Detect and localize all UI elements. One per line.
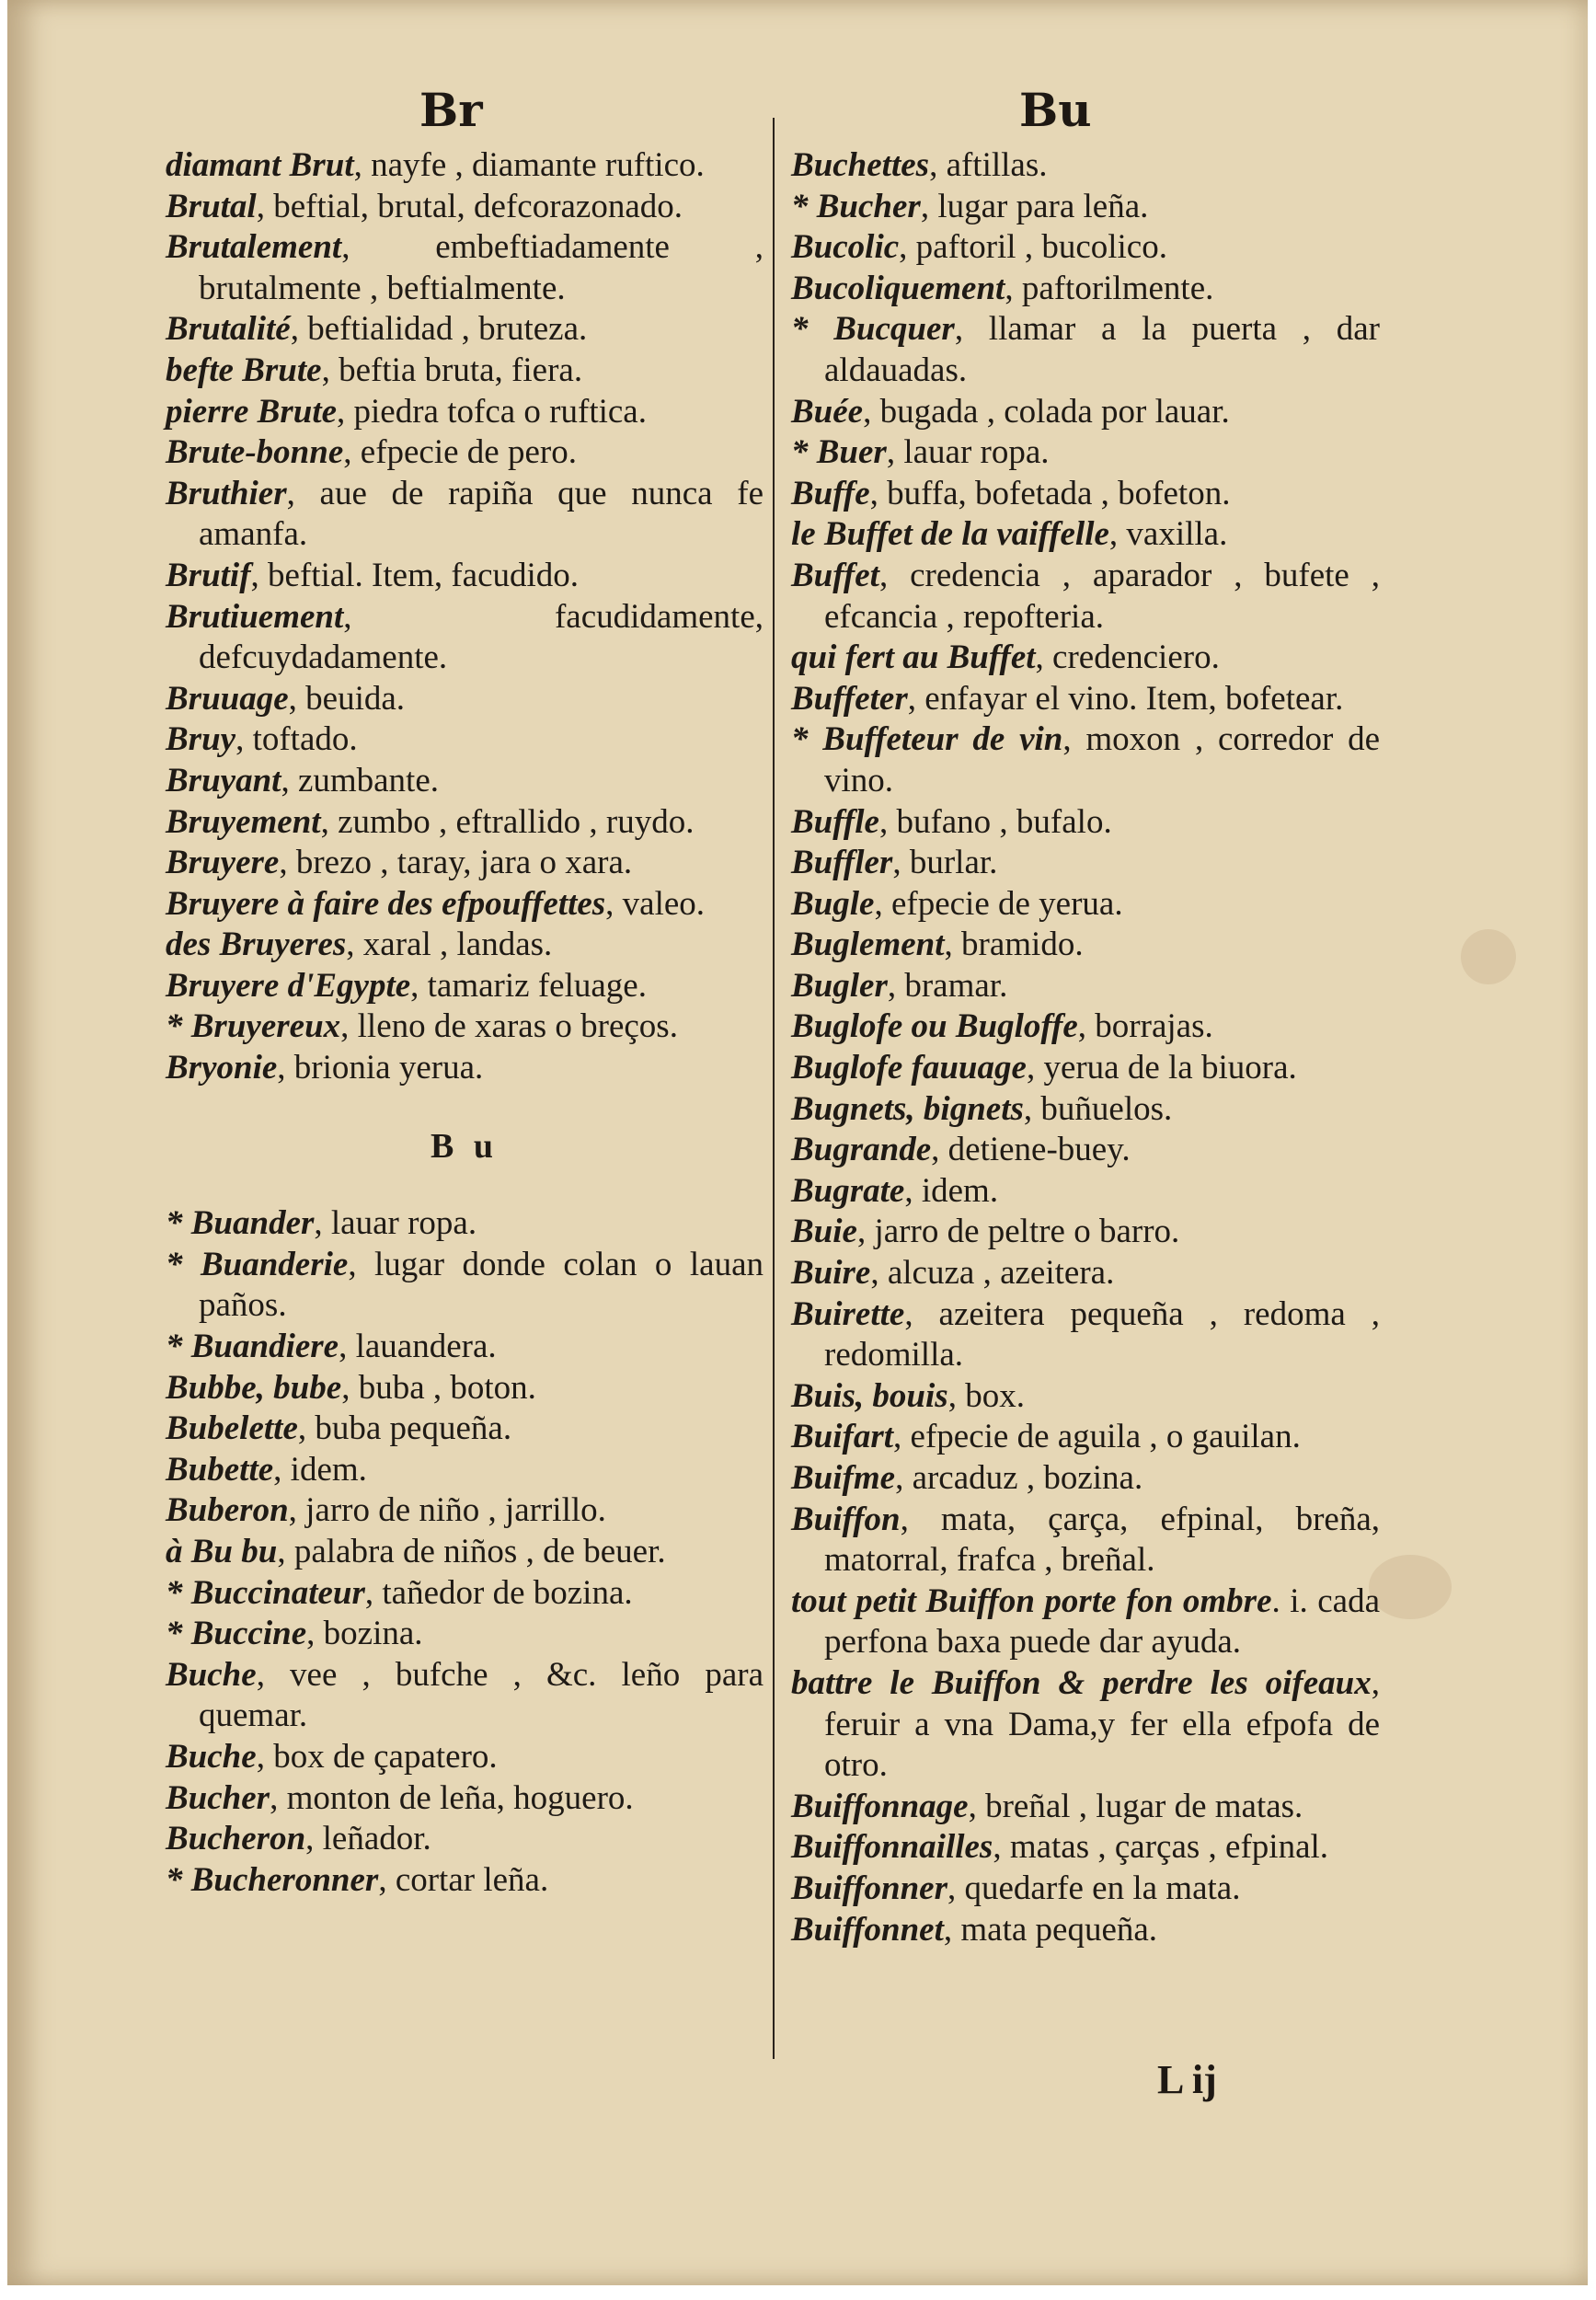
- entry-definition: , embeftiadamente , brutalmente , beftialmente.: [199, 228, 764, 307]
- book-page: [7, 0, 1588, 2285]
- entry-definition: , azeitera pequeña , redoma , redomilla.: [824, 1294, 1380, 1374]
- entry-headword: Bruyere: [166, 844, 280, 882]
- dictionary-entry: [791, 1458, 1380, 1500]
- entry-headword: Buée: [791, 392, 864, 431]
- dictionary-entry: [166, 1490, 764, 1532]
- dictionary-entry: [791, 1787, 1380, 1828]
- entry-definition: , beuida.: [288, 679, 406, 718]
- entry-headword: * Bucquer: [791, 310, 955, 349]
- entry-headword: battre le Buiffon & perdre les oifeaux: [791, 1663, 1372, 1702]
- entry-headword: pierre Brute: [166, 392, 338, 431]
- entry-definition: , credenciero.: [1035, 638, 1220, 677]
- entry-headword: * Buccinateur: [166, 1573, 365, 1612]
- entry-headword: Buie: [791, 1213, 857, 1251]
- entry-definition: , paftoril , bucolico.: [899, 228, 1167, 267]
- dictionary-entry: [166, 1203, 764, 1245]
- dictionary-entry: [166, 145, 764, 187]
- dictionary-entry: [166, 227, 764, 309]
- entry-headword: * Buanderie: [166, 1245, 349, 1283]
- left-entries: [166, 145, 764, 1089]
- entry-definition: , valeo.: [605, 884, 706, 923]
- dictionary-entry: [791, 1212, 1380, 1253]
- entry-definition: , beftia bruta, fiera.: [321, 351, 583, 389]
- paper-stain: [1369, 1555, 1452, 1619]
- left-column: [166, 145, 764, 1901]
- entry-definition: , mata, çarça, efpinal, breña, matorral, frafca , breñal.: [824, 1500, 1380, 1580]
- dictionary-entry: [166, 802, 764, 844]
- entry-definition: , lauar ropa.: [886, 433, 1050, 472]
- dictionary-entry: [166, 1006, 764, 1048]
- entry-headword: Bugrate: [791, 1171, 905, 1210]
- entry-definition: , tamariz feluage.: [410, 966, 647, 1005]
- dictionary-entry: [791, 1910, 1380, 1951]
- entry-headword: Bruyere à faire des efpouffettes: [166, 884, 606, 923]
- entry-headword: Buiffonner: [791, 1869, 947, 1907]
- entry-definition: , bramar.: [887, 966, 1008, 1005]
- dictionary-entry: [166, 719, 764, 761]
- entry-headword: Bucheron: [166, 1820, 306, 1858]
- entry-definition: , aue de rapiña que nunca fe amanfa.: [199, 474, 764, 554]
- dictionary-entry: [791, 556, 1380, 638]
- dictionary-entry: [166, 1819, 764, 1860]
- entry-headword: Buirette: [791, 1294, 905, 1333]
- entry-headword: Bucher: [166, 1778, 270, 1817]
- entry-definition: , cortar leña.: [378, 1860, 549, 1899]
- dictionary-entry: [791, 1581, 1380, 1663]
- dictionary-entry: [166, 1048, 764, 1089]
- entry-definition: , bramido.: [944, 926, 1084, 964]
- dictionary-entry: [791, 966, 1380, 1007]
- entry-headword: * Buandiere: [166, 1328, 339, 1366]
- entry-definition: , bugada , colada por lauar.: [863, 392, 1230, 431]
- right-column: [791, 145, 1380, 1950]
- column-rule: [773, 118, 775, 2059]
- entry-definition: , zumbo , eftrallido , ruydo.: [320, 802, 695, 841]
- dictionary-entry: [791, 227, 1380, 269]
- entry-headword: qui fert au Buffet: [791, 638, 1036, 677]
- dictionary-entry: [166, 556, 764, 597]
- dictionary-entry: [791, 1500, 1380, 1581]
- dictionary-entry: [791, 1006, 1380, 1048]
- dictionary-entry: [791, 802, 1380, 844]
- entry-headword: Buffeter: [791, 679, 908, 718]
- entry-headword: Buiffonnailles: [791, 1828, 993, 1867]
- entry-headword: à Bu bu: [166, 1533, 278, 1570]
- dictionary-entry: [166, 1450, 764, 1491]
- entry-definition: , mata pequeña.: [943, 1910, 1158, 1949]
- entry-headword: Buiffonnage: [791, 1787, 969, 1825]
- entry-definition: , nayfe , diamante ruftico.: [353, 146, 705, 184]
- entry-headword: Buche: [166, 1737, 257, 1776]
- dictionary-entry: [166, 597, 764, 679]
- entry-definition: , breñal , lugar de matas.: [968, 1787, 1303, 1825]
- entry-definition: , palabra de niños , de beuer.: [277, 1533, 666, 1570]
- entry-headword: Bruy: [166, 720, 236, 759]
- right-entries: [791, 145, 1380, 1950]
- dictionary-entry: [791, 1376, 1380, 1418]
- entry-headword: Buchettes: [791, 146, 930, 184]
- dictionary-entry: [166, 1614, 764, 1655]
- entry-definition: , bufano , bufalo.: [878, 802, 1112, 841]
- dictionary-entry: [791, 1253, 1380, 1294]
- entry-headword: Buffe: [791, 474, 870, 512]
- dictionary-entry: [791, 432, 1380, 474]
- entry-headword: Buiffon: [791, 1500, 901, 1538]
- dictionary-entry: [791, 187, 1380, 228]
- entry-headword: * Bucher: [791, 187, 921, 225]
- entry-headword: Brutif: [166, 556, 251, 594]
- dictionary-entry: [791, 1827, 1380, 1869]
- entry-definition: , alcuza , azeitera.: [870, 1254, 1115, 1293]
- dictionary-entry: [166, 1532, 764, 1573]
- dictionary-entry: [791, 843, 1380, 884]
- entry-headword: Buffet: [791, 556, 879, 594]
- entry-definition: , feruir a vna Dama,y fer ella efpofa de otro.: [824, 1663, 1380, 1785]
- dictionary-entry: [791, 679, 1380, 720]
- entry-headword: * Buander: [166, 1204, 315, 1243]
- dictionary-entry: [166, 1245, 764, 1327]
- entry-headword: Bruthier: [166, 474, 287, 512]
- dictionary-entry: [791, 145, 1380, 187]
- entry-headword: Brutalement: [166, 228, 342, 267]
- entry-definition: , tañedor de bozina.: [364, 1573, 633, 1612]
- dictionary-entry: [791, 638, 1380, 679]
- entry-headword: Buche: [166, 1655, 257, 1694]
- entry-definition: , vee , bufche , &c. leño para quemar.: [199, 1655, 764, 1735]
- entry-definition: , lugar para leña.: [920, 187, 1149, 225]
- entry-definition: , efpecie de aguila , o gauilan.: [893, 1418, 1301, 1456]
- running-head-right: Bu: [1019, 83, 1092, 137]
- entry-definition: , matas , çarças , efpinal.: [993, 1828, 1329, 1867]
- entry-headword: Brutiuement: [166, 597, 344, 636]
- entry-definition: , piedra tofca o ruftica.: [337, 392, 647, 431]
- dictionary-entry: [166, 1778, 764, 1820]
- dictionary-entry: [166, 187, 764, 228]
- entry-headword: Buffle: [791, 802, 879, 841]
- entry-definition: , aftillas.: [929, 146, 1048, 184]
- dictionary-entry: [791, 1663, 1380, 1787]
- entry-definition: , efpecie de yerua.: [874, 884, 1123, 923]
- dictionary-entry: [791, 1089, 1380, 1131]
- dictionary-entry: [166, 1737, 764, 1778]
- entry-definition: , toftado.: [235, 720, 358, 759]
- entry-definition: , vaxilla.: [1108, 515, 1228, 554]
- dictionary-entry: [166, 843, 764, 884]
- entry-headword: Bruyant: [166, 761, 281, 799]
- entry-definition: , enfayar el vino. Item, bofetear.: [907, 679, 1344, 718]
- entry-headword: Bucolic: [791, 228, 900, 267]
- dictionary-entry: [166, 1655, 764, 1737]
- entry-headword: le Buffet de la vaiffelle: [791, 515, 1109, 554]
- entry-definition: , credencia , aparador , bufete , efcancia , repofteria.: [824, 556, 1380, 636]
- entry-definition: . i. cada perfona baxa puede dar ayuda.: [824, 1581, 1381, 1662]
- entry-definition: , buñuelos.: [1023, 1089, 1173, 1128]
- dictionary-entry: [166, 432, 764, 474]
- entry-definition: , moxon , corredor de vino.: [824, 720, 1380, 799]
- dictionary-entry: [791, 1130, 1380, 1171]
- entry-definition: , zumbante.: [281, 761, 440, 799]
- entry-definition: , paftorilmente.: [1005, 269, 1214, 307]
- entry-headword: * Buffeteur de vin: [791, 720, 1063, 759]
- entry-definition: , facudidamente, defcuydadamente.: [199, 597, 764, 677]
- signature-mark: L ij: [1157, 2057, 1217, 2102]
- entry-definition: , brionia yerua.: [277, 1049, 484, 1087]
- entry-definition: , beftial. Item, facudido.: [250, 556, 580, 594]
- dictionary-entry: [166, 474, 764, 556]
- entry-headword: Buifart: [791, 1418, 894, 1456]
- dictionary-entry: [166, 1327, 764, 1368]
- entry-headword: * Bucheronner: [166, 1860, 379, 1899]
- dictionary-entry: [166, 392, 764, 433]
- entry-headword: Buis, bouis: [791, 1376, 948, 1415]
- entry-definition: , arcaduz , bozina.: [895, 1459, 1143, 1497]
- entry-headword: tout petit Buiffon porte fon ombre: [791, 1581, 1272, 1620]
- entry-headword: * Buer: [791, 433, 887, 472]
- dictionary-entry: [791, 474, 1380, 515]
- entry-headword: Buffler: [791, 844, 893, 882]
- entry-headword: Buglofe ou Bugloffe: [791, 1007, 1078, 1046]
- entry-headword: Buglofe fauuage: [791, 1049, 1027, 1087]
- dictionary-entry: [166, 1368, 764, 1409]
- dictionary-entry: [791, 514, 1380, 556]
- entry-definition: , jarro de niño , jarrillo.: [288, 1491, 606, 1530]
- entry-headword: * Bruyereux: [166, 1007, 341, 1046]
- entry-definition: , buba , boton.: [341, 1368, 536, 1407]
- entry-headword: Buglement: [791, 926, 945, 964]
- entry-definition: , detiene-buey.: [931, 1131, 1131, 1169]
- entry-headword: Bubbe, bube: [166, 1368, 342, 1407]
- entry-definition: , idem.: [273, 1450, 367, 1489]
- entry-headword: Bruyement: [166, 802, 321, 841]
- entry-headword: Bubelette: [166, 1409, 298, 1448]
- entry-headword: * Buccine: [166, 1615, 307, 1653]
- dictionary-entry: [166, 884, 764, 926]
- entry-headword: Bugle: [791, 884, 875, 923]
- dictionary-entry: [166, 1573, 764, 1615]
- dictionary-entry: [791, 884, 1380, 926]
- left-entries-bu: [166, 1203, 764, 1901]
- entry-definition: , lleno de xaras o breços.: [340, 1007, 678, 1046]
- dictionary-entry: [166, 925, 764, 966]
- entry-definition: , lauar ropa.: [314, 1204, 477, 1243]
- entry-headword: Bruuage: [166, 679, 289, 718]
- running-head-left: Br: [419, 83, 483, 137]
- entry-definition: , jarro de peltre o barro.: [856, 1213, 1180, 1251]
- section-heading: B u: [431, 1126, 499, 1166]
- entry-headword: Bugnets, bignets: [791, 1089, 1024, 1128]
- dictionary-entry: [791, 925, 1380, 966]
- dictionary-entry: [166, 351, 764, 392]
- entry-definition: , llamar a la puerta , dar aldauadas.: [824, 310, 1380, 389]
- entry-headword: Brutal: [166, 187, 257, 225]
- entry-headword: des Bruyeres: [166, 926, 347, 964]
- dictionary-entry: [791, 392, 1380, 433]
- dictionary-entry: [791, 309, 1380, 391]
- entry-definition: , beftialidad , bruteza.: [290, 310, 588, 349]
- entry-headword: Buifme: [791, 1459, 896, 1497]
- entry-headword: Buberon: [166, 1491, 289, 1530]
- dictionary-entry: [166, 761, 764, 802]
- entry-headword: Brutalité: [166, 310, 291, 349]
- dictionary-entry: [791, 1171, 1380, 1213]
- dictionary-entry: [166, 1860, 764, 1902]
- entry-definition: , buba pequeña.: [297, 1409, 512, 1448]
- entry-definition: , box de çapatero.: [256, 1737, 498, 1776]
- entry-definition: , leñador.: [305, 1820, 431, 1858]
- entry-definition: , efpecie de pero.: [343, 433, 577, 472]
- entry-definition: , lugar donde colan o lauan paños.: [199, 1245, 764, 1325]
- dictionary-entry: [791, 1869, 1380, 1910]
- dictionary-entry: [166, 1409, 764, 1450]
- entry-definition: , bozina.: [306, 1615, 423, 1653]
- entry-headword: Bucoliquement: [791, 269, 1005, 307]
- entry-headword: Bryonie: [166, 1049, 278, 1087]
- paper-stain: [1461, 929, 1516, 984]
- dictionary-entry: [791, 719, 1380, 801]
- entry-headword: Bugrande: [791, 1131, 932, 1169]
- entry-definition: , quedarfe en la mata.: [947, 1869, 1241, 1907]
- dictionary-entry: [166, 966, 764, 1007]
- dictionary-entry: [791, 269, 1380, 310]
- entry-definition: , xaral , landas.: [346, 926, 553, 964]
- entry-definition: , lauandera.: [339, 1328, 497, 1366]
- dictionary-entry: [166, 679, 764, 720]
- entry-headword: Buire: [791, 1254, 871, 1293]
- dictionary-entry: [791, 1417, 1380, 1458]
- entry-headword: Bruyere d'Egypte: [166, 966, 411, 1005]
- entry-definition: , buffa, bofetada , bofeton.: [869, 474, 1231, 512]
- entry-definition: , yerua de la biuora.: [1026, 1049, 1297, 1087]
- entry-headword: Bubette: [166, 1450, 274, 1489]
- entry-headword: diamant Brut: [166, 146, 354, 184]
- entry-definition: , borrajas.: [1077, 1007, 1213, 1046]
- entry-definition: , beftial, brutal, defcorazonado.: [256, 187, 683, 225]
- dictionary-entry: [791, 1048, 1380, 1089]
- dictionary-entry: [166, 309, 764, 351]
- entry-definition: , idem.: [904, 1171, 999, 1210]
- entry-headword: Bugler: [791, 966, 888, 1005]
- entry-definition: , burlar.: [892, 844, 998, 882]
- entry-headword: befte Brute: [166, 351, 322, 389]
- entry-headword: Brute-bonne: [166, 433, 344, 472]
- entry-definition: , box.: [947, 1376, 1025, 1415]
- entry-definition: , brezo , taray, jara o xara.: [279, 844, 633, 882]
- dictionary-entry: [791, 1294, 1380, 1376]
- entry-headword: Buiffonnet: [791, 1910, 944, 1949]
- entry-definition: , monton de leña, hoguero.: [270, 1778, 634, 1817]
